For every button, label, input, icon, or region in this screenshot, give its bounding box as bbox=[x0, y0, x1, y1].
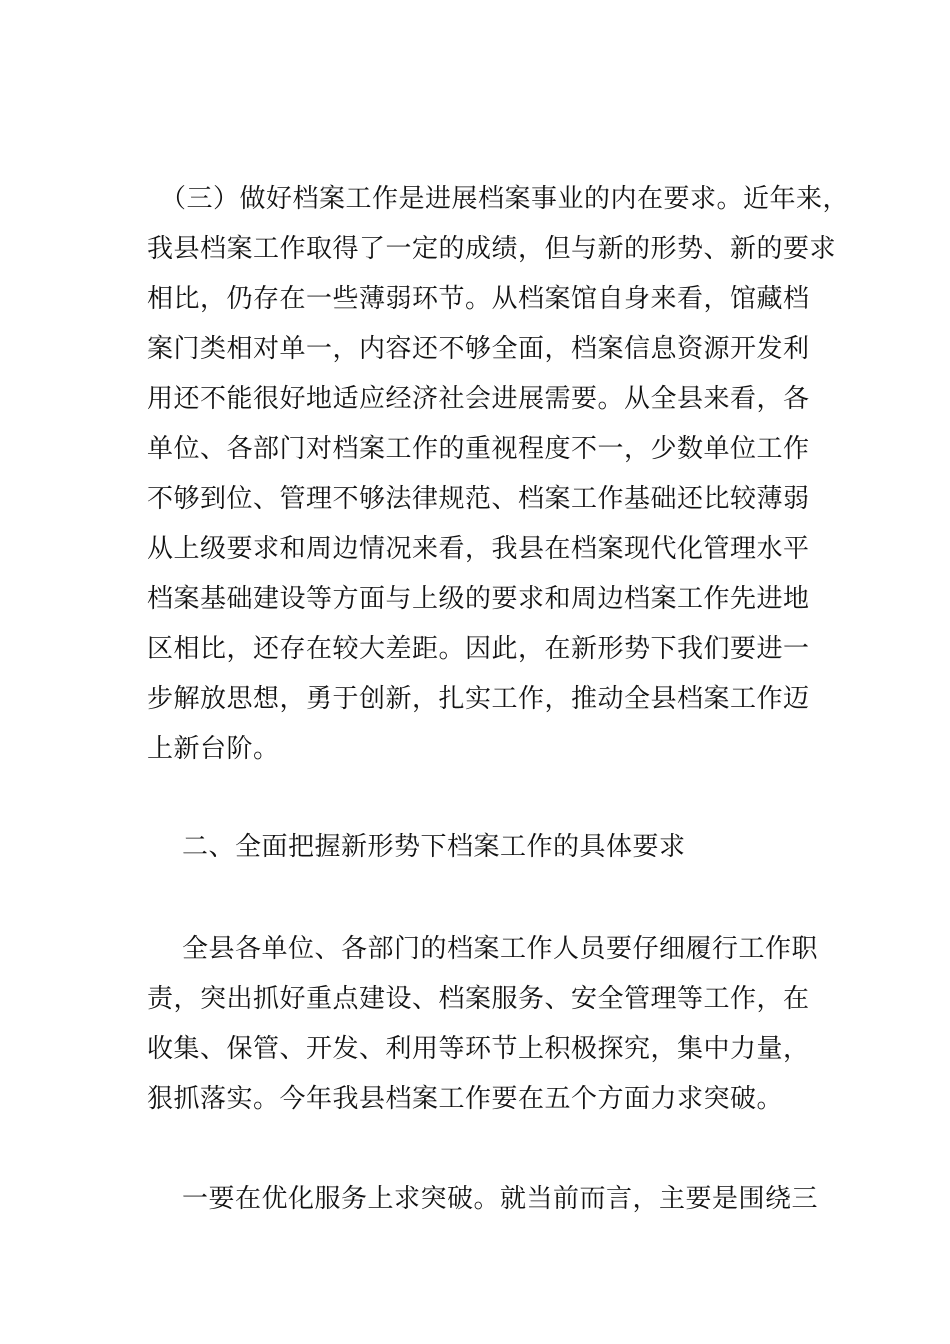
text-line: 一要在优化服务上求突破。就当前而言，主要是围绕三 bbox=[182, 1184, 819, 1214]
text-line: 相比，仍存在一些薄弱环节。从档案馆自身来看，馆藏档 bbox=[147, 284, 810, 314]
text-line: 单位、各部门对档案工作的重视程度不一，少数单位工作 bbox=[147, 434, 810, 464]
text-line: 区相比，还存在较大差距。因此，在新形势下我们要进一 bbox=[147, 634, 810, 664]
text-line: 我县档案工作取得了一定的成绩，但与新的形势、新的要求 bbox=[147, 234, 837, 264]
text-line: 上新台阶。 bbox=[147, 734, 280, 764]
text-line: 档案基础建设等方面与上级的要求和周边档案工作先进地 bbox=[147, 584, 810, 614]
text-line: 不够到位、管理不够法律规范、档案工作基础还比较薄弱 bbox=[147, 484, 810, 514]
section-heading: 二、全面把握新形势下档案工作的具体要求 bbox=[182, 832, 686, 862]
text-line: 用还不能很好地适应经济社会进展需要。从全县来看，各 bbox=[147, 384, 810, 414]
text-line: （三）做好档案工作是进展档案事业的内在要求。近年来， bbox=[160, 184, 850, 214]
text-line: 全县各单位、各部门的档案工作人员要仔细履行工作职 bbox=[182, 934, 819, 964]
text-line: 狠抓落实。今年我县档案工作要在五个方面力求突破。 bbox=[147, 1084, 784, 1114]
text-line: 收集、保管、开发、利用等环节上积极探究，集中力量， bbox=[147, 1034, 810, 1064]
text-line: 从上级要求和周边情况来看，我县在档案现代化管理水平 bbox=[147, 534, 810, 564]
text-line: 步解放思想，勇于创新，扎实工作，推动全县档案工作迈 bbox=[147, 684, 810, 714]
text-line: 责，突出抓好重点建设、档案服务、安全管理等工作，在 bbox=[147, 984, 810, 1014]
text-line: 案门类相对单一，内容还不够全面，档案信息资源开发利 bbox=[147, 334, 810, 364]
